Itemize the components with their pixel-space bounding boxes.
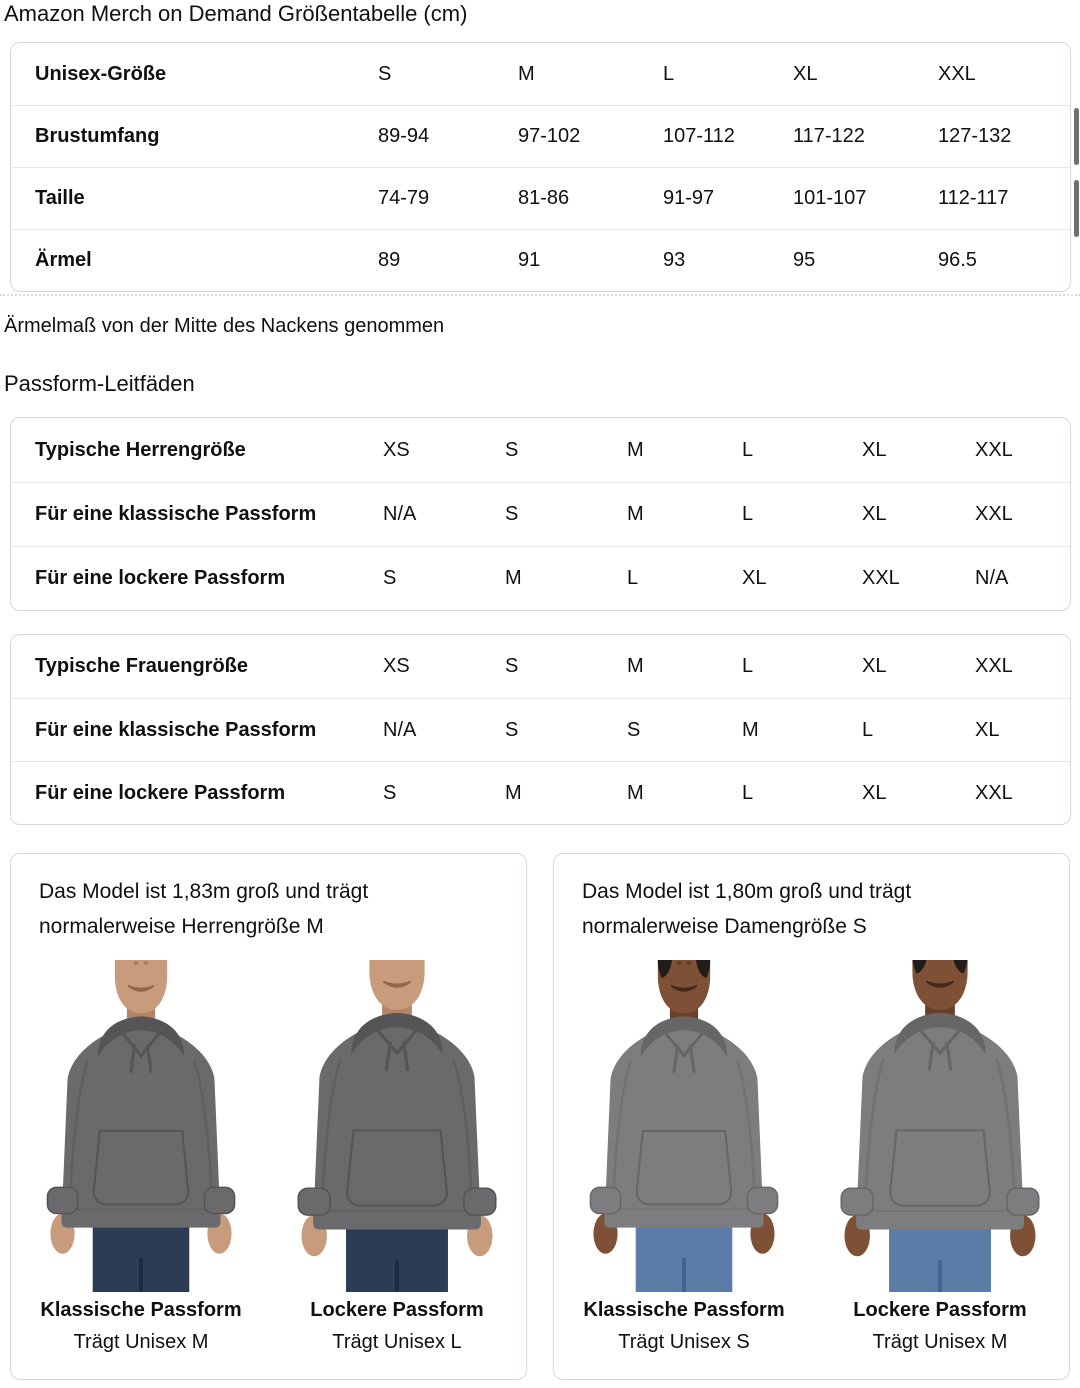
cell-value: M xyxy=(742,718,759,741)
scrollbar-thumb[interactable] xyxy=(1074,180,1079,237)
model-photo xyxy=(816,960,1064,1292)
cell-value: 89-94 xyxy=(378,125,430,147)
model-photo xyxy=(273,960,521,1292)
cell-value: M xyxy=(518,62,535,85)
cell-value: XL xyxy=(862,438,887,461)
cell-value: M xyxy=(505,781,522,804)
row-label: Brustumfang xyxy=(35,125,160,147)
hoodie-model-illustration xyxy=(560,960,808,1292)
table-row xyxy=(11,105,1070,167)
cell-value: XL xyxy=(862,655,887,677)
cell-value: S xyxy=(627,718,641,741)
cell-value: S xyxy=(383,567,397,589)
cell-value: L xyxy=(742,503,754,525)
cell-value: 97-102 xyxy=(518,125,581,147)
cell-value: 91-97 xyxy=(663,187,715,209)
cell-value: XS xyxy=(383,438,410,461)
row-label: Für eine klassische Passform xyxy=(35,503,317,525)
women-fit-table xyxy=(10,634,1071,825)
table-row xyxy=(11,229,1070,291)
cell-value: M xyxy=(627,438,644,461)
cell-value: XL xyxy=(742,567,767,589)
cell-value: N/A xyxy=(975,567,1009,589)
row-label: Typische Herrengröße xyxy=(35,438,246,461)
size-table xyxy=(10,42,1071,292)
size-caption: Trägt Unisex S xyxy=(618,1331,750,1353)
cell-value: 112-117 xyxy=(938,187,1009,209)
hoodie-model-illustration xyxy=(816,960,1064,1292)
cell-value: 117-122 xyxy=(793,125,865,147)
cell-value: S xyxy=(505,718,519,741)
model-photo xyxy=(560,960,808,1292)
cell-value: L xyxy=(862,718,874,741)
table-row xyxy=(11,43,1070,105)
cell-value: S xyxy=(505,655,519,677)
row-label: Für eine lockere Passform xyxy=(35,781,286,804)
cell-value: XXL xyxy=(938,62,976,85)
hoodie-model-illustration xyxy=(273,960,521,1292)
cell-value: 127-132 xyxy=(938,125,1012,147)
row-label: Unisex-Größe xyxy=(35,62,167,85)
table-row xyxy=(11,167,1070,229)
model-figure xyxy=(17,960,265,1354)
women-model-card xyxy=(553,853,1070,1380)
fit-caption: Lockere Passform xyxy=(853,1299,1027,1321)
men-fit-table xyxy=(10,417,1071,611)
cell-value: 107-112 xyxy=(663,125,735,147)
cell-value: S xyxy=(378,62,392,85)
cell-value: L xyxy=(627,567,639,589)
table-row xyxy=(11,635,1070,698)
cell-value: M xyxy=(505,567,522,589)
cell-value: N/A xyxy=(383,718,417,741)
fit-guides-heading: Passform-Leitfäden xyxy=(4,371,195,396)
cell-value: M xyxy=(627,781,644,804)
cell-value: 95 xyxy=(793,249,816,271)
cell-value: L xyxy=(663,62,675,85)
fit-caption: Klassische Passform xyxy=(583,1299,785,1321)
cell-value: 101-107 xyxy=(793,187,867,209)
cell-value: 74-79 xyxy=(378,187,430,209)
cell-value: M xyxy=(627,655,644,677)
model-description: Das Model ist 1,80m groß und trägt normalerweise Damengröße S xyxy=(582,880,912,938)
cell-value: S xyxy=(505,438,519,461)
row-label: Für eine klassische Passform xyxy=(35,718,317,741)
cell-value: M xyxy=(627,503,644,525)
cell-value: XXL xyxy=(862,567,900,589)
page-title: Amazon Merch on Demand Größentabelle (cm) xyxy=(4,1,468,26)
table-row xyxy=(11,698,1070,761)
model-figure xyxy=(273,960,521,1354)
cell-value: XXL xyxy=(975,438,1013,461)
cell-value: 81-86 xyxy=(518,187,570,209)
cell-value: S xyxy=(383,781,397,804)
size-caption: Trägt Unisex M xyxy=(73,1331,209,1353)
row-label: Für eine lockere Passform xyxy=(35,567,286,589)
cell-value: XL xyxy=(862,503,887,525)
cell-value: 91 xyxy=(518,249,541,271)
cell-value: XXL xyxy=(975,503,1013,525)
table-row xyxy=(11,418,1070,482)
model-description: Das Model ist 1,83m groß und trägt normalerweise Herrengröße M xyxy=(39,880,369,938)
cell-value: L xyxy=(742,655,754,677)
cell-value: S xyxy=(505,503,519,525)
cell-value: 96.5 xyxy=(938,249,977,271)
dotted-divider xyxy=(0,294,1080,296)
table-row xyxy=(11,482,1070,546)
table-row xyxy=(11,761,1070,824)
sleeve-measure-note: Ärmelmaß von der Mitte des Nackens genommen xyxy=(4,315,445,337)
model-figure xyxy=(560,960,808,1354)
table-row xyxy=(11,546,1070,610)
fit-caption: Klassische Passform xyxy=(40,1299,242,1321)
model-photo xyxy=(17,960,265,1292)
cell-value: XL xyxy=(975,718,1000,741)
fit-caption: Lockere Passform xyxy=(310,1299,484,1321)
cell-value: 89 xyxy=(378,249,401,271)
cell-value: XL xyxy=(793,62,818,85)
men-model-card xyxy=(10,853,527,1380)
size-caption: Trägt Unisex L xyxy=(332,1331,462,1353)
cell-value: N/A xyxy=(383,503,417,525)
size-caption: Trägt Unisex M xyxy=(872,1331,1008,1353)
cell-value: L xyxy=(742,781,754,804)
model-figure xyxy=(816,960,1064,1354)
cell-value: XS xyxy=(383,655,410,677)
row-label: Ärmel xyxy=(35,249,92,271)
row-label: Taille xyxy=(35,187,85,209)
cell-value: L xyxy=(742,438,754,461)
cell-value: XL xyxy=(862,781,887,804)
cell-value: XXL xyxy=(975,781,1013,804)
hoodie-model-illustration xyxy=(17,960,265,1292)
cell-value: XXL xyxy=(975,655,1013,677)
scrollbar-thumb[interactable] xyxy=(1074,108,1079,165)
row-label: Typische Frauengröße xyxy=(35,655,249,677)
cell-value: 93 xyxy=(663,249,686,271)
